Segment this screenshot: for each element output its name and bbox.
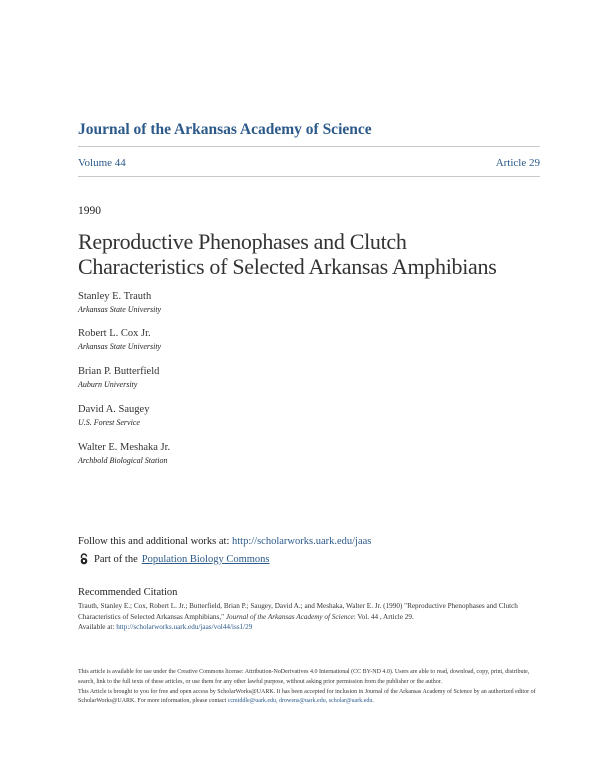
author-affiliation: Arkansas State University (78, 305, 162, 314)
license-text: This article is available for use under the Creative Commons license: Attribution-NoDerivatives 4.0 International (CC BY-ND 4.0). Users are able to read, download, copy, print, distribute, search, link to the full texts of these articles, or use them for any other lawful purpose, without asking prior permission from the publisher or the author. (78, 669, 530, 685)
author-name[interactable]: Brian P. Butterfield (78, 366, 160, 377)
article-title-line1: Reproductive Phenophases and Clutch (78, 229, 407, 254)
author-affiliation: Archbold Biological Station (78, 456, 168, 465)
journal-title[interactable]: Journal of the Arkansas Academy of Science (78, 121, 372, 138)
header-rule-top (78, 146, 540, 147)
follow-line (78, 536, 371, 547)
part-of-line (78, 553, 270, 565)
access-text: This Article is brought to you for free and open access by ScholarWorks@UARK. It has been accepted for inclusion in Journal of the Arkansas Academy of Science by an authorized editor of ScholarWorks@UARK. For more information, please contact (78, 688, 536, 705)
author-affiliation: Auburn University (78, 380, 138, 389)
license-footer (78, 668, 540, 707)
recommended-citation-heading: Recommended Citation (78, 587, 178, 598)
article-title (78, 229, 548, 279)
access-statement (78, 688, 540, 708)
contact-email-links[interactable]: ccmiddle@uark.edu, drowens@uark.edu, scholar@uark.edu (227, 698, 373, 705)
part-of-label: Part of the (94, 553, 138, 565)
open-access-lock-icon (78, 553, 90, 565)
available-at-label: Available at: (78, 623, 115, 631)
citation-volume: : Vol. 44 , Article 29. (353, 612, 414, 621)
author-entry (78, 403, 149, 428)
author-entry (78, 290, 161, 315)
author-entry (78, 327, 161, 352)
citation-url-link[interactable]: http://scholarworks.uark.edu/jaas/vol44/iss1/29 (116, 623, 253, 631)
access-end: . (372, 698, 374, 705)
citation-body: Trauth, Stanley E.; Cox, Robert L. Jr.; Butterfield, Brian P.; Saugey, David A.; and Meshaka, Walter E. Jr. (1990) "Reproductive Phenophases and Clutch Characteristics of Selected Arkansas Amphibians," (78, 602, 518, 621)
author-name[interactable]: Walter E. Meshaka Jr. (78, 442, 171, 453)
volume-link[interactable]: Volume 44 (78, 157, 126, 169)
author-affiliation: Arkansas State University (78, 342, 162, 351)
article-link[interactable]: Article 29 (495, 157, 540, 169)
follow-url-link[interactable]: http://scholarworks.uark.edu/jaas (232, 536, 372, 547)
publication-year: 1990 (78, 205, 101, 217)
article-title-line2: Characteristics of Selected Arkansas Amphibians (78, 254, 497, 279)
author-entry (78, 365, 159, 390)
citation-journal: Journal of the Arkansas Academy of Science (225, 612, 354, 621)
author-name[interactable]: Robert L. Cox Jr. (78, 328, 151, 339)
author-entry (78, 441, 170, 466)
author-name[interactable]: David A. Saugey (78, 404, 150, 415)
header-rule-bottom (78, 176, 540, 177)
population-biology-commons-link[interactable]: Population Biology Commons (141, 553, 270, 565)
follow-label: Follow this and additional works at: (78, 536, 230, 547)
author-affiliation: U.S. Forest Service (78, 418, 140, 427)
citation-text (78, 601, 538, 633)
author-name[interactable]: Stanley E. Trauth (78, 291, 152, 302)
